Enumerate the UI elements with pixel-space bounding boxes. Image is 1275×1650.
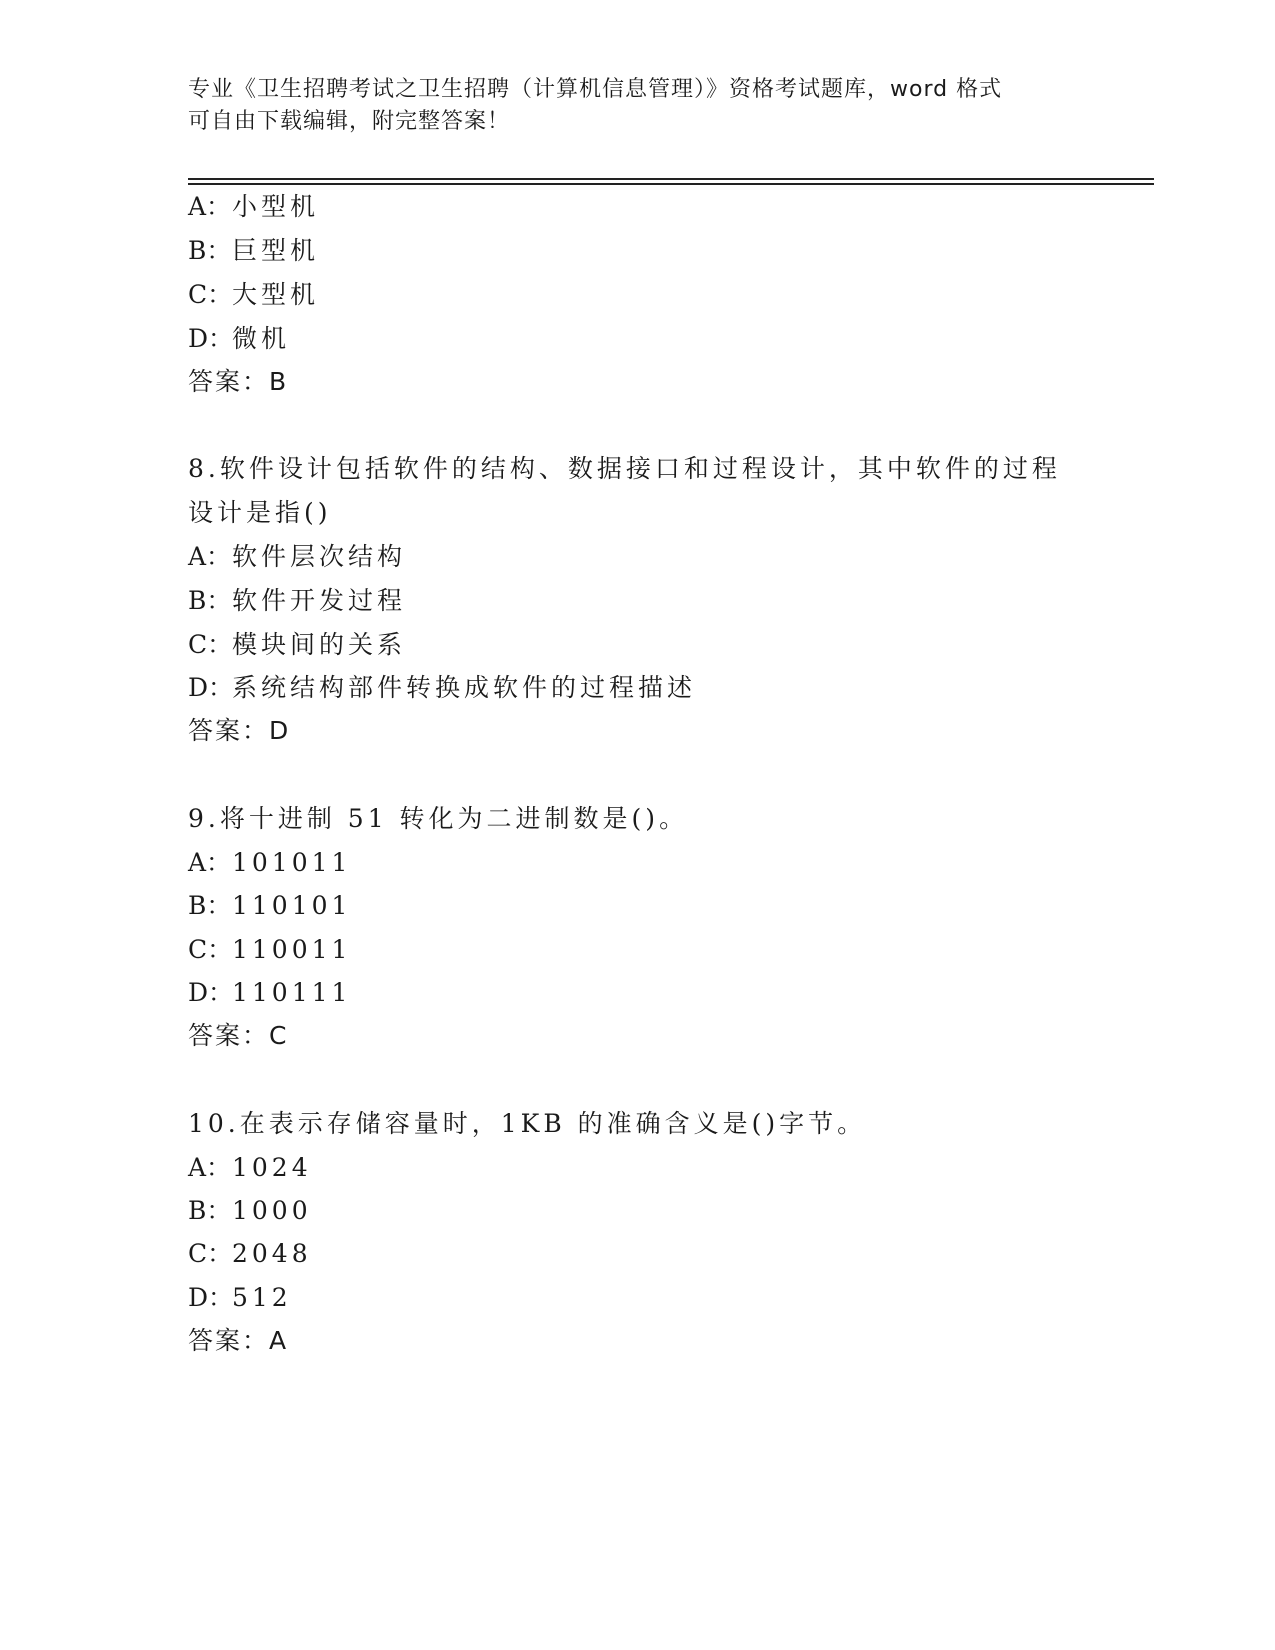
q9-stem-line-1: 9.将十进制 51 转化为二进制数是()。: [188, 804, 689, 833]
q8-option-d: [188, 673, 696, 703]
option-key: A：: [188, 1153, 232, 1182]
option-text: 1000: [232, 1196, 312, 1225]
q9-option-b: [188, 891, 351, 921]
option-key: A：: [188, 192, 232, 221]
q7-option-d: [188, 324, 290, 354]
option-key: D：: [188, 978, 234, 1007]
option-key: A：: [188, 848, 232, 877]
q10-option-b: [188, 1196, 312, 1226]
option-text: 110101: [232, 891, 352, 920]
option-text: 软件层次结构: [232, 542, 407, 571]
q8-option-a: [188, 542, 406, 572]
q8-stem-line-2: 设计是指(): [188, 498, 332, 527]
option-text: 101011: [232, 848, 352, 877]
q10-stem-line-1: 10.在表示存储容量时，1KB 的准确含义是()字节。: [188, 1109, 867, 1138]
q10-option-a: [188, 1153, 312, 1183]
q10-answer: 答案：A: [188, 1326, 289, 1355]
header-line-1: 专业《卫生招聘考试之卫生招聘（计算机信息管理）》资格考试题库，word 格式: [188, 77, 1003, 102]
document-header: [188, 74, 1088, 138]
q9-option-c: [188, 935, 351, 965]
q10-option-c: [188, 1239, 312, 1269]
option-key: C：: [188, 1239, 233, 1268]
option-text: 512: [232, 1283, 292, 1312]
q9-option-d: [188, 978, 351, 1008]
option-text: 110011: [232, 935, 352, 964]
q9-option-a: [188, 848, 351, 878]
option-key: D：: [188, 1283, 234, 1312]
q8-option-c: [188, 630, 406, 660]
option-text: 模块间的关系: [232, 630, 407, 659]
option-text: 小型机: [232, 192, 320, 221]
q10-option-d: [188, 1283, 292, 1313]
option-text: 110111: [232, 978, 352, 1007]
q9-answer: 答案：C: [188, 1021, 289, 1050]
option-key: D：: [188, 324, 234, 353]
option-key: C：: [188, 935, 233, 964]
option-text: 大型机: [232, 280, 320, 309]
q7-answer: 答案：B: [188, 367, 289, 396]
option-text: 巨型机: [232, 236, 320, 265]
option-key: C：: [188, 630, 233, 659]
option-text: 软件开发过程: [232, 586, 407, 615]
option-text: 微机: [232, 324, 291, 353]
option-key: A：: [188, 542, 232, 571]
q8-answer: 答案：D: [188, 716, 291, 745]
option-text: 2048: [232, 1239, 312, 1268]
option-text: 1024: [232, 1153, 312, 1182]
header-line-2: 可自由下载编辑，附完整答案！: [188, 109, 511, 134]
option-key: C：: [188, 280, 233, 309]
q7-option-b: [188, 236, 319, 266]
option-key: D：: [188, 673, 234, 702]
header-divider-top: [188, 178, 1154, 180]
option-key: B：: [188, 236, 232, 265]
header-divider-bottom: [188, 183, 1154, 185]
option-key: B：: [188, 1196, 232, 1225]
q8-option-b: [188, 586, 406, 616]
option-text: 系统结构部件转换成软件的过程描述: [232, 673, 697, 702]
q7-option-a: [188, 192, 319, 222]
option-key: B：: [188, 586, 232, 615]
q7-option-c: [188, 280, 319, 310]
option-key: B：: [188, 891, 232, 920]
q8-stem-line-1: 8.软件设计包括软件的结构、数据接口和过程设计，其中软件的过程: [188, 454, 1061, 483]
